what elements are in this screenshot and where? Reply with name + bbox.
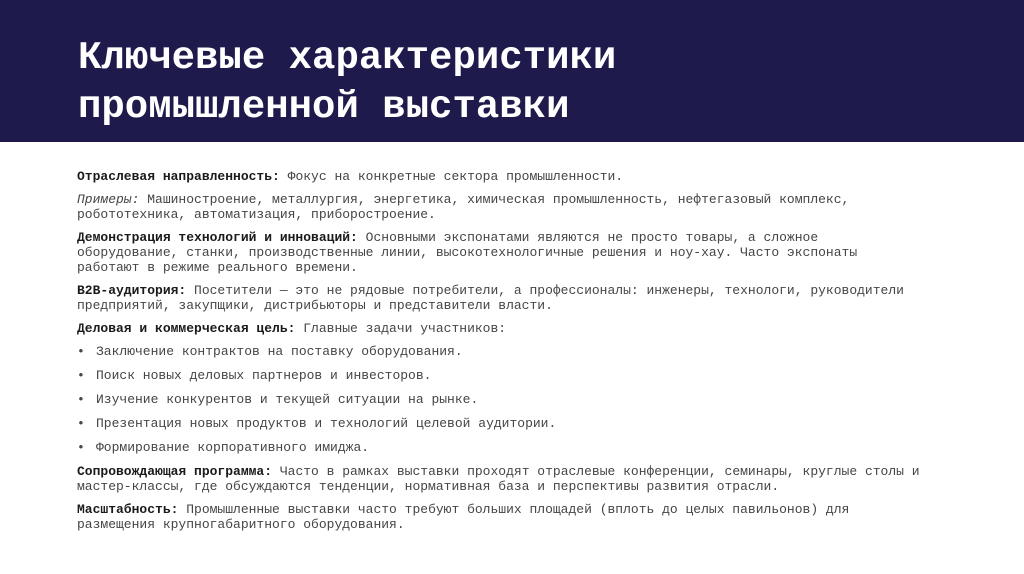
title-banner bbox=[0, 0, 1024, 142]
slide-title-line-2: промышленной выставки bbox=[78, 85, 570, 129]
paragraph-label: Отраслевая направленность: bbox=[77, 169, 280, 184]
paragraph-examples bbox=[77, 192, 927, 222]
list-item bbox=[77, 416, 927, 431]
bullet-icon: • bbox=[77, 368, 85, 383]
list-item bbox=[77, 344, 927, 359]
list-item bbox=[77, 368, 927, 383]
paragraph-label: Примеры: bbox=[77, 192, 140, 207]
list-item bbox=[77, 440, 927, 455]
slide-body bbox=[77, 169, 927, 540]
slide-title bbox=[78, 34, 616, 132]
paragraph-label: Масштабность: bbox=[77, 502, 179, 517]
paragraph-text: Посетители — это не рядовые потребители, а профессионалы: инженеры, технологи, руководители предприятий, закупщики, дистрибьюторы и представители власти. bbox=[77, 283, 904, 313]
list-item-text: Заключение контрактов на поставку оборудования. bbox=[96, 344, 463, 359]
paragraph-label: B2B-аудитория: bbox=[77, 283, 187, 298]
bullet-icon: • bbox=[77, 416, 85, 431]
paragraph-text: Главные задачи участников: bbox=[295, 321, 507, 336]
bullet-icon: • bbox=[77, 344, 85, 359]
paragraph-text: Фокус на конкретные сектора промышленности. bbox=[279, 169, 624, 184]
paragraph-industry-focus bbox=[77, 169, 927, 184]
bullet-icon: • bbox=[77, 392, 85, 407]
paragraph-text: Часто в рамках выставки проходят отраслевые конференции, семинары, круглые столы и мастер-классы, где обсуждаются тенденции, нормативная база и перспективы развития отрасли. bbox=[77, 464, 920, 494]
list-item-text: Формирование корпоративного имиджа. bbox=[96, 440, 370, 455]
list-item bbox=[77, 392, 927, 407]
paragraph-text: Основными экспонатами являются не просто товары, а сложное оборудование, станки, производственные линии, высокотехнологичные решения и ноу-хау. Часто экспонаты работают в режиме реального времени. bbox=[77, 230, 858, 275]
paragraph-accompanying-program bbox=[77, 464, 927, 494]
list-item-text: Изучение конкурентов и текущей ситуации на рынке. bbox=[96, 392, 479, 407]
paragraph-text: Промышленные выставки часто требуют больших площадей (вплоть до целых павильонов) для размещения крупногабаритного оборудования. bbox=[77, 502, 850, 532]
paragraph-label: Сопровождающая программа: bbox=[77, 464, 273, 479]
paragraph-b2b-audience bbox=[77, 283, 927, 313]
slide-title-line-1: Ключевые характеристики bbox=[78, 36, 617, 80]
bullet-icon: • bbox=[77, 440, 85, 455]
goals-list bbox=[77, 344, 927, 455]
paragraph-text: Машиностроение, металлургия, энергетика, химическая промышленность, нефтегазовый комплекс, робототехника, автоматизация, приборостроение. bbox=[77, 192, 850, 222]
paragraph-label: Демонстрация технологий и инноваций: bbox=[77, 230, 358, 245]
paragraph-business-goal bbox=[77, 321, 927, 336]
paragraph-technology-demo bbox=[77, 230, 927, 275]
paragraph-label: Деловая и коммерческая цель: bbox=[77, 321, 296, 336]
list-item-text: Презентация новых продуктов и технологий целевой аудитории. bbox=[96, 416, 557, 431]
paragraph-scale bbox=[77, 502, 927, 532]
list-item-text: Поиск новых деловых партнеров и инвесторов. bbox=[96, 368, 432, 383]
